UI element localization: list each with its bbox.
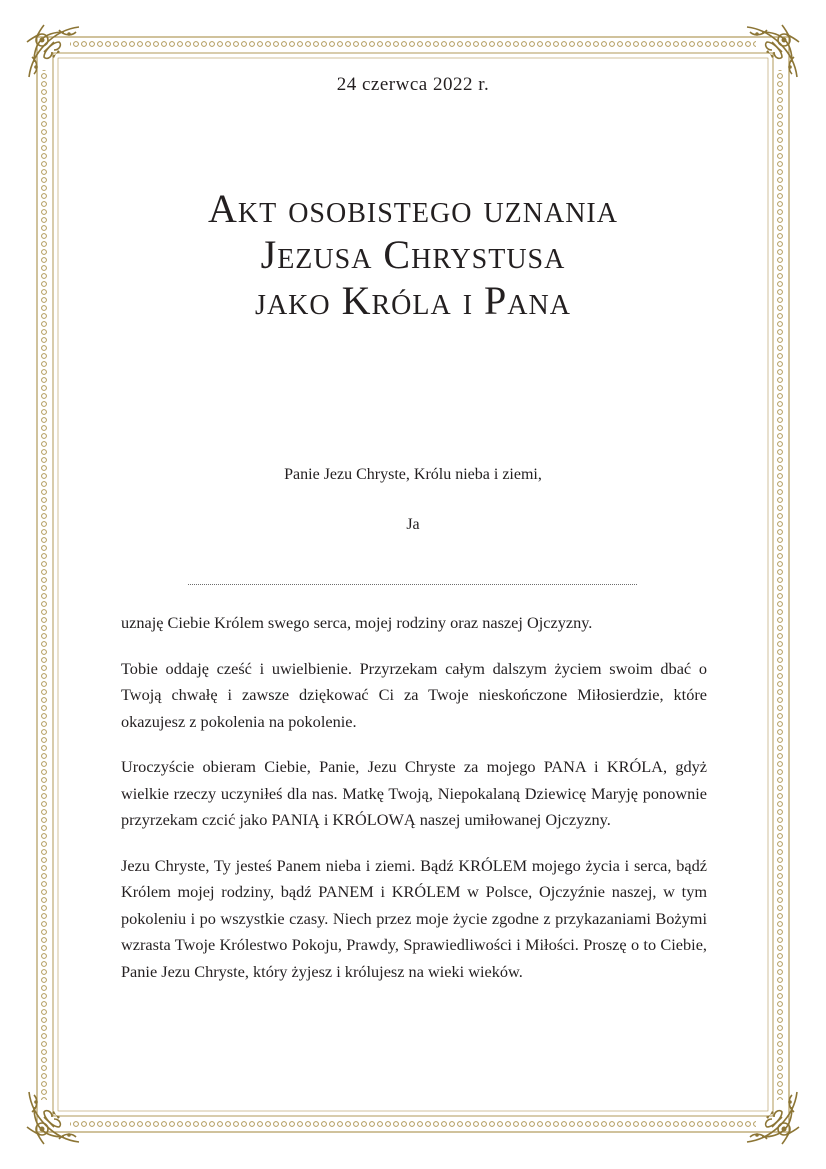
title-line: Jezusa Chrystusa xyxy=(260,232,566,277)
corner-ornament-icon xyxy=(24,1077,94,1147)
paragraph: Tobie oddaję cześć i uwielbienie. Przyrzekam całym dalszym życiem swoim dbać o Twoją chwałę i zawsze dziękować Ci za Twoje nieskończone Miłosierdzie, które okazujesz z pokolenia na pokolenie. xyxy=(121,658,707,731)
title-line: jako Króla i Pana xyxy=(255,278,571,323)
title-line: Akt osobistego uznania xyxy=(208,186,618,231)
pronoun-ja: Ja xyxy=(406,516,420,533)
document-date: 24 czerwca 2022 r. xyxy=(336,74,490,95)
paragraph: uznaję Ciebie Królem swego serca, mojej rodziny oraz naszej Ojczyzny. xyxy=(121,613,593,632)
name-fill-in-line xyxy=(188,584,637,585)
corner-ornament-icon xyxy=(732,1077,802,1147)
document-title xyxy=(0,186,826,324)
document-body xyxy=(121,610,707,1004)
greeting: Panie Jezu Chryste, Królu nieba i ziemi, xyxy=(284,466,542,483)
paragraph: Jezu Chryste, Ty jesteś Panem nieba i ziemi. Bądź KRÓLEM mojego życia i serca, bądź Królem mojej rodziny, bądź PANEM i KRÓLEM w Polsce, Ojczyźnie naszej, w tym pokoleniu i po wszystkie czasy. Niech przez moje życie zgodne z przykazaniami Bożymi wzrasta Twoje Królestwo Pokoju, Prawdy, Sprawiedliwości i Miłości. Proszę o to Ciebie, Panie Jezu Chryste, który żyjesz i królujesz na wieki wieków. xyxy=(121,855,707,981)
paragraph: Uroczyście obieram Ciebie, Panie, Jezu Chryste za mojego PANA i KRÓLA, gdyż wielkie rzeczy uczyniłeś dla nas. Matkę Twoją, Niepokalaną Dziewicę Maryję ponownie przyrzekam czcić jako PANIĄ i KRÓLOWĄ naszej umiłowanej Ojczyzny. xyxy=(121,757,707,829)
